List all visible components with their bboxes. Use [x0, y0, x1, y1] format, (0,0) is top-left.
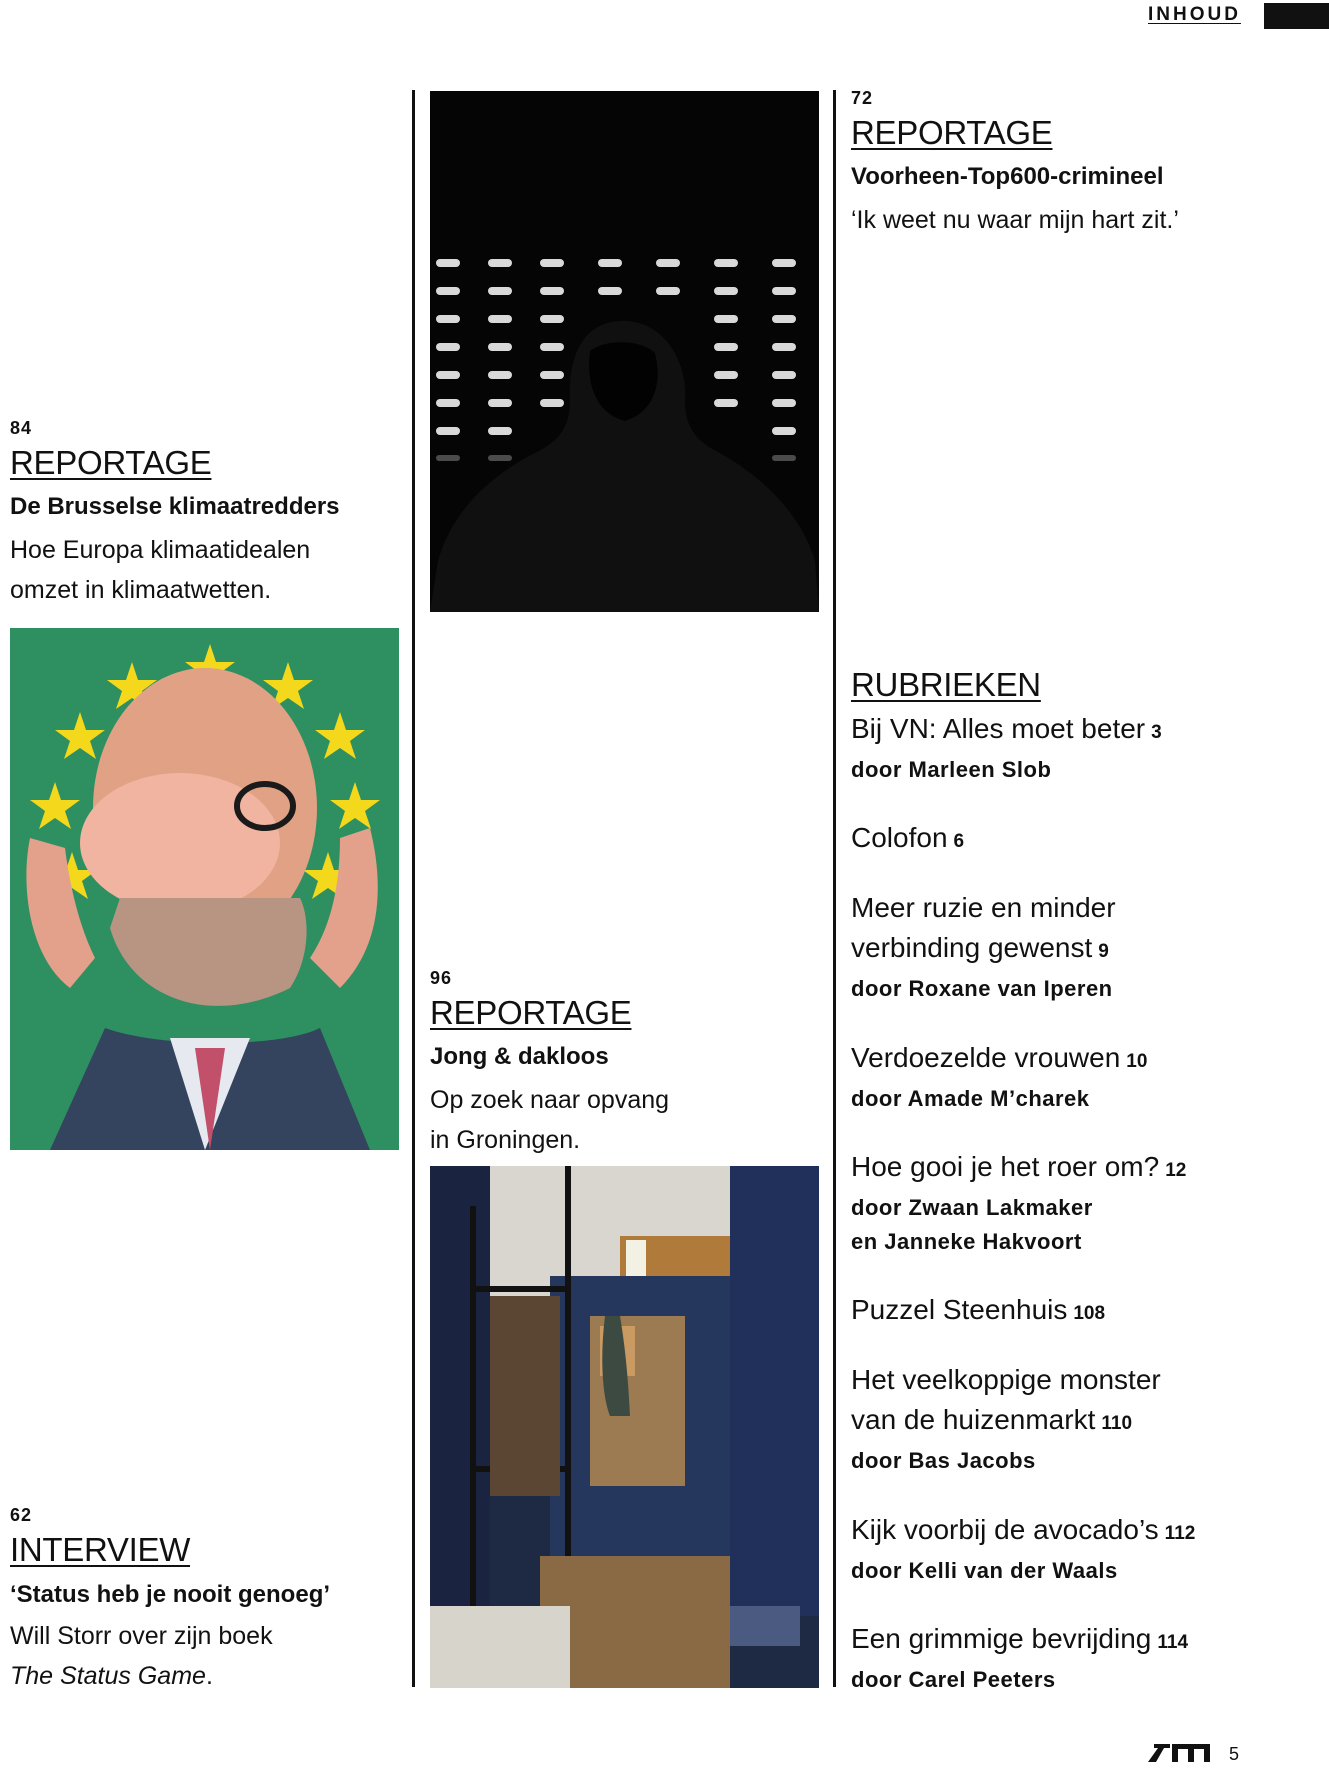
column-rule-right — [833, 90, 836, 1687]
rubriek-title: Kijk voorbij de avocado’s — [851, 1514, 1159, 1545]
rubriek-title-line: Het veelkoppige monster — [851, 1364, 1161, 1395]
article-96-sub-line1: Op zoek naar opvang — [430, 1086, 670, 1114]
rubriek-title: Verdoezelde vrouwen — [851, 1042, 1121, 1073]
rubriek-author: door Carel Peeters — [851, 1667, 1056, 1692]
vn-logo — [1148, 1742, 1210, 1762]
article-96-section[interactable]: REPORTAGE — [430, 994, 632, 1031]
rubriek-item[interactable] — [851, 1290, 1311, 1334]
rubriek-item[interactable] — [851, 709, 1311, 787]
rubriek-title: verbinding gewenst — [851, 932, 1093, 963]
rubriek-page: 114 — [1157, 1632, 1189, 1653]
book-title: The Status Game — [10, 1662, 206, 1690]
rubriek-page: 9 — [1098, 941, 1109, 962]
rubriek-title: Bij VN: Alles moet beter — [851, 713, 1146, 744]
article-84-sub-line2: omzet in klimaatwetten. — [10, 576, 272, 604]
rubriek-page: 112 — [1164, 1523, 1196, 1544]
rubriek-page: 3 — [1151, 722, 1162, 743]
rubriek-item[interactable] — [851, 1360, 1311, 1478]
rubriek-item[interactable] — [851, 888, 1311, 1006]
rubriek-author: door Marleen Slob — [851, 757, 1052, 782]
rubriek-author: door Zwaan Lakmaker — [851, 1195, 1093, 1220]
rubriek-author: door Kelli van der Waals — [851, 1558, 1118, 1583]
column-rule-left — [412, 90, 415, 1687]
page-number: 5 — [1229, 1744, 1240, 1764]
article-96-page: 96 — [430, 968, 453, 988]
rubriek-page: 110 — [1101, 1413, 1133, 1434]
rubriek-author: door Bas Jacobs — [851, 1448, 1036, 1473]
rubriek-author: door Roxane van Iperen — [851, 976, 1113, 1001]
rubriek-item[interactable] — [851, 818, 1311, 862]
rubriek-item[interactable] — [851, 1038, 1311, 1116]
hooded-figure-photo — [430, 91, 819, 612]
article-62-page: 62 — [10, 1505, 33, 1525]
article-96-headline[interactable]: Jong & dakloos — [430, 1043, 609, 1070]
article-96-sub — [430, 1080, 669, 1160]
rubriek-item[interactable] — [851, 1619, 1311, 1697]
rubriek-title: Een grimmige bevrijding — [851, 1623, 1152, 1654]
article-72-page: 72 — [851, 88, 874, 108]
rubrieken-heading[interactable]: RUBRIEKEN — [851, 666, 1041, 703]
article-62-sub-line2 — [10, 1656, 273, 1696]
rubriek-page: 108 — [1073, 1303, 1106, 1324]
article-72-headline[interactable]: Voorheen-Top600-crimineel — [851, 163, 1164, 190]
eu-collage-photo — [10, 628, 399, 1150]
rubriek-title: Colofon — [851, 822, 948, 853]
rubriek-page: 6 — [953, 831, 965, 852]
article-62-headline[interactable]: ‘Status heb je nooit genoeg’ — [10, 1581, 331, 1608]
rubriek-author: door Amade M’charek — [851, 1086, 1090, 1111]
section-label: INHOUD — [1148, 4, 1241, 25]
rubriek-title: Hoe gooi je het roer om? — [851, 1151, 1160, 1182]
article-62-sub-line1: Will Storr over zijn boek — [10, 1622, 273, 1650]
article-84-section[interactable]: REPORTAGE — [10, 444, 212, 481]
article-62-section[interactable]: INTERVIEW — [10, 1531, 191, 1568]
rubriek-item[interactable] — [851, 1147, 1311, 1259]
rubriek-author: en Janneke Hakvoort — [851, 1229, 1082, 1254]
article-96-sub-line2: in Groningen. — [430, 1126, 581, 1154]
header-bar — [1264, 3, 1329, 29]
article-72-section[interactable]: REPORTAGE — [851, 114, 1053, 151]
rubriek-page: 10 — [1126, 1051, 1148, 1072]
rubriek-title-line: Meer ruzie en minder — [851, 892, 1116, 923]
dormitory-photo — [430, 1166, 819, 1688]
article-62-sub — [10, 1616, 273, 1696]
rubriek-page: 12 — [1165, 1160, 1187, 1181]
article-84-sub — [10, 530, 310, 610]
article-84-headline[interactable]: De Brusselse klimaatredders — [10, 493, 340, 520]
rubriek-title: Puzzel Steenhuis — [851, 1294, 1068, 1325]
rubriek-title: van de huizenmarkt — [851, 1404, 1096, 1435]
rubriek-item[interactable] — [851, 1510, 1311, 1588]
article-84-sub-line1: Hoe Europa klimaatidealen — [10, 536, 311, 564]
article-84-page: 84 — [10, 418, 33, 438]
article-72-sub: ‘Ik weet nu waar mijn hart zit.’ — [851, 206, 1179, 234]
sub-line2-end: . — [205, 1662, 213, 1690]
